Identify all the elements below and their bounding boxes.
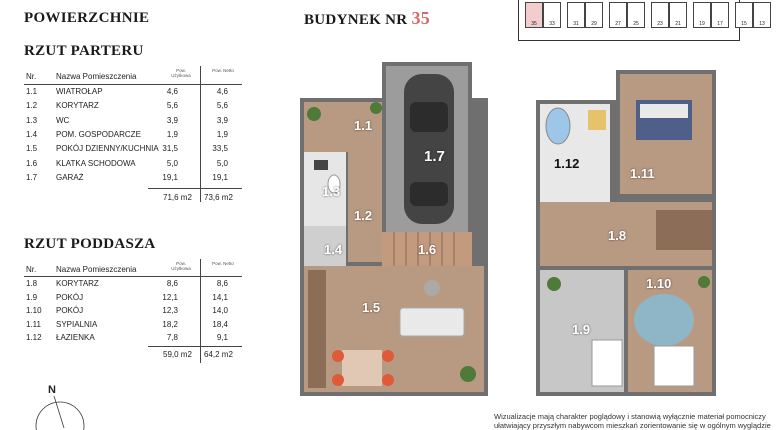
site-unit-label: 15 (741, 21, 747, 27)
room-label: 1.9 (572, 322, 591, 337)
table-cell-no: 1.2 (26, 101, 38, 111)
table-cell-name: KORYTARZ (56, 279, 99, 288)
table-cell-net: 5,0 (216, 158, 228, 168)
table-cell-usable: 12,3 (162, 306, 178, 315)
total-usable: 59,0 m2 (163, 350, 192, 359)
site-plan (518, 0, 765, 41)
table-cell-net: 33,5 (212, 144, 228, 154)
table-cell-net: 3,9 (216, 115, 228, 125)
site-unit-label: 19 (699, 21, 705, 27)
site-unit (627, 2, 645, 28)
building-number: 35 (411, 8, 431, 28)
site-unit (585, 2, 603, 28)
site-unit-label: 17 (717, 21, 723, 27)
room-label: 1.7 (424, 148, 445, 165)
room-label: 1.4 (324, 242, 343, 257)
table-cell-name: POM. GOSPODARCZE (56, 129, 141, 139)
table-cell-usable: 8,6 (166, 279, 178, 288)
table-cell-name: WIATROŁAP (56, 87, 103, 96)
room-label: 1.12 (554, 156, 580, 171)
table-cell-usable: 31,5 (162, 144, 178, 154)
col-name-header: Nazwa Pomieszczenia (56, 265, 137, 274)
col-no-header: Nr. (26, 72, 37, 81)
table-cell-net: 4,6 (216, 87, 228, 96)
room-label: 1.11 (630, 166, 655, 181)
col-name-header: Nazwa Pomieszczenia (56, 72, 137, 81)
total-net: 73,6 m2 (204, 193, 233, 202)
table-cell-name: WC (56, 115, 70, 125)
room-label: 1.3 (322, 184, 341, 199)
room-label: 1.8 (608, 228, 627, 243)
table-cell-net: 8,6 (216, 279, 228, 288)
table-cell-net: 19,1 (212, 172, 228, 182)
table-cell-no: 1.6 (26, 158, 38, 168)
site-unit (711, 2, 729, 28)
total-net: 64,2 m2 (204, 350, 233, 359)
table-cell-name: SYPIALNIA (56, 319, 98, 329)
site-unit-label: 27 (615, 21, 621, 27)
table-cell-name: KORYTARZ (56, 101, 99, 111)
building-title (304, 8, 430, 29)
site-unit (735, 2, 753, 28)
site-unit-label: 21 (675, 21, 681, 27)
table-cell-net: 1,9 (216, 129, 228, 139)
table-cell-usable: 7,8 (166, 333, 178, 342)
site-unit (693, 2, 711, 28)
site-unit-label: 25 (633, 21, 639, 27)
site-unit-label: 31 (573, 21, 579, 27)
compass (34, 382, 86, 428)
table-cell-no: 1.8 (26, 279, 38, 288)
room-label: 1.5 (362, 300, 381, 315)
ground-floor-plan (300, 62, 488, 396)
site-unit (525, 2, 543, 28)
table-cell-name: KLATKA SCHODOWA (56, 158, 136, 168)
table-cell-net: 18,4 (212, 319, 228, 329)
room-label: 1.6 (418, 242, 437, 257)
col-net-header: Pow. Netto (212, 68, 234, 73)
table-cell-name: POKÓJ (56, 292, 84, 302)
site-unit (567, 2, 585, 28)
disclaimer-line: ułatwiający przyszłym nabywcom mieszkań zorientowanie się w ogólnym wyglądzie (494, 421, 771, 430)
table-cell-usable: 5,0 (166, 158, 178, 168)
table-cell-no: 1.5 (26, 144, 38, 154)
table-cell-no: 1.9 (26, 292, 38, 302)
table-cell-usable: 19,1 (162, 172, 178, 182)
site-unit (651, 2, 669, 28)
table-cell-no: 1.7 (26, 172, 38, 182)
ground-floor-drawing (300, 62, 488, 396)
table-cell-no: 1.11 (26, 319, 41, 329)
col-no-header: Nr. (26, 265, 37, 274)
site-unit-label: 29 (591, 21, 597, 27)
building-prefix: BUDYNEK NR (304, 12, 408, 28)
table-divider (24, 276, 242, 277)
table-cell-name: ŁAZIENKA (56, 333, 95, 342)
table-cell-name: POKÓJ DZIENNY/KUCHNIA (56, 144, 159, 154)
table-cell-usable: 5,6 (166, 101, 178, 111)
table-cell-net: 14,0 (212, 306, 228, 315)
attic-floor-title: RZUT PODDASZA (24, 236, 156, 252)
site-unit (609, 2, 627, 28)
table-cell-name: POKÓJ (56, 306, 84, 315)
table-cell-no: 1.4 (26, 129, 38, 139)
total-usable: 71,6 m2 (163, 193, 192, 202)
table-cell-no: 1.3 (26, 115, 38, 125)
table-divider (24, 84, 242, 85)
room-label: 1.10 (646, 276, 672, 291)
compass-icon (34, 382, 86, 428)
table-total-line (148, 188, 242, 189)
attic-floor-plan (536, 70, 716, 396)
table-cell-usable: 1,9 (166, 129, 178, 139)
site-unit (753, 2, 771, 28)
table-cell-usable: 3,9 (166, 115, 178, 125)
disclaimer-line: Wizualizacje mają charakter poglądowy i stanowią wyłącznie materiał pomocniczy (494, 412, 766, 421)
col-usable-header: Pow. Użytkowa (171, 68, 191, 78)
table-cell-usable: 12,1 (162, 292, 178, 302)
site-unit (669, 2, 687, 28)
table-cell-usable: 18,2 (162, 319, 178, 329)
table-cell-name: GARAŻ (56, 172, 84, 182)
north-label: N (48, 384, 56, 396)
site-unit-label: 35 (531, 21, 537, 27)
site-unit-label: 23 (657, 21, 663, 27)
site-unit-label: 13 (759, 21, 765, 27)
site-unit (543, 2, 561, 28)
table-cell-no: 1.1 (26, 87, 38, 96)
table-cell-usable: 4,6 (166, 87, 178, 96)
table-cell-net: 9,1 (216, 333, 228, 342)
col-usable-header: Pow. Użytkowa (171, 261, 191, 271)
table-cell-no: 1.12 (26, 333, 42, 342)
site-unit-label: 33 (549, 21, 555, 27)
room-label: 1.2 (354, 208, 373, 223)
col-net-header: Pow. Netto (212, 261, 234, 266)
table-cell-net: 14,1 (212, 292, 228, 302)
table-total-line (148, 346, 242, 347)
section-title: POWIERZCHNIE (24, 10, 150, 26)
table-cell-no: 1.10 (26, 306, 42, 315)
room-label: 1.1 (354, 118, 373, 133)
ground-floor-title: RZUT PARTERU (24, 43, 144, 59)
table-cell-net: 5,6 (216, 101, 228, 111)
